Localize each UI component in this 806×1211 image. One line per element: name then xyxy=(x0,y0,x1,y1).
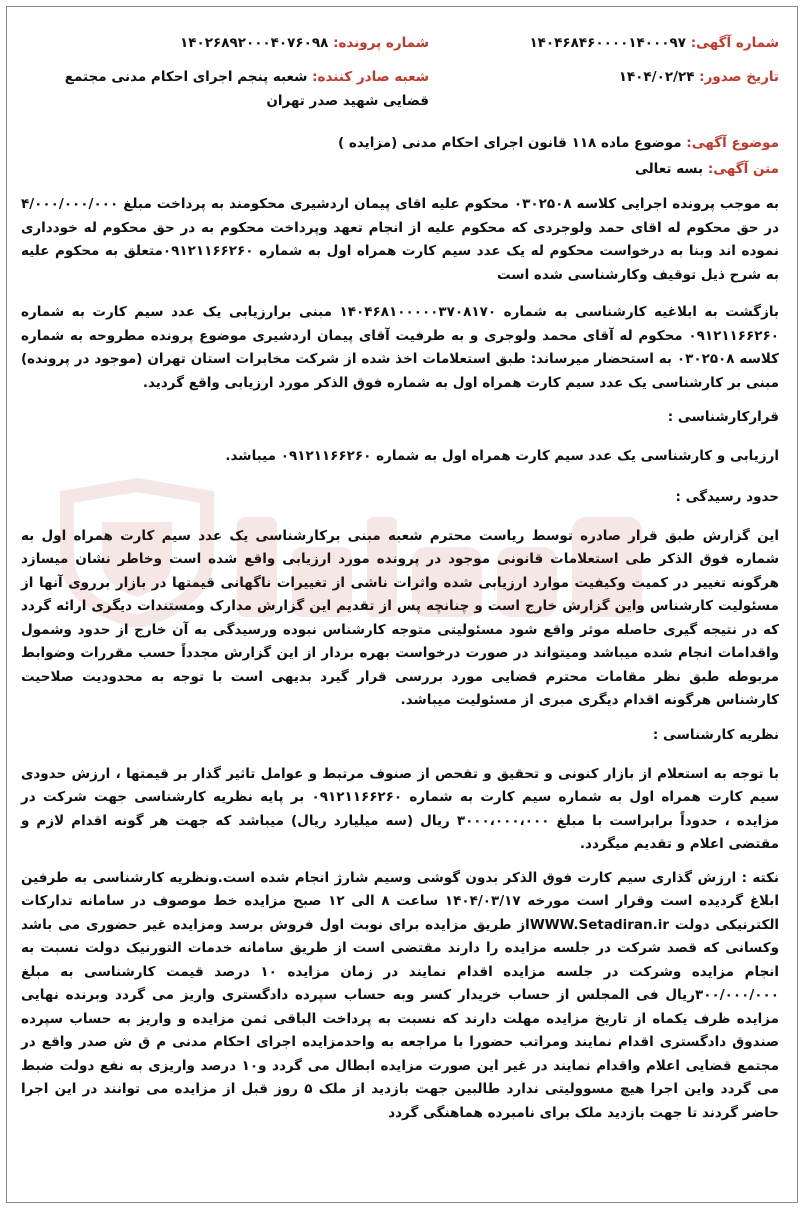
paragraph-expert-opinion: با توجه به استعلام از بازار کنونی و تحقیق و تفحص از صنوف مرتبط و عوامل تاثیر گذار بر قیمتها ، ارزش حدودی سیم کارت همراه اول به شماره سیم کارت به شماره ۰۹۱۲۱۱۶۶۲۶۰ بر پایه نظریه کارشناسی جهت شرکت در مزایده ، حدوداً برابراست با مبلغ ۳۰۰۰،۰۰۰،۰۰۰ ریال (سه میلیارد ریال) میباشد که جهت هر گونه اقدام لازم و مقتضی اعلام و تقدیم میگردد. xyxy=(21,765,779,852)
notice-number-label: شماره آگهی: xyxy=(690,35,779,51)
paragraph-case-summary: به موجب پرونده اجرایی کلاسه ۰۳۰۲۵۰۸ محکوم علیه اقای پیمان اردشیری محکومند به پرداخت مبلغ ۴/۰۰۰/۰۰۰/۰۰۰ در حق محکوم له اقای حمد ولوجردی که محکوم علیه از انجام تعهد وپرداخت محکوم به در حق محکوم له خودداری نموده اند وبنا به درخواست محکوم له یک عدد سیم کارت همراه اول به شماره ۰۹۱۲۱۱۶۶۲۶۰متعلق به محکوم علیه به شرح ذیل توقیف وکارشناسی شده است xyxy=(21,196,780,283)
subject-line xyxy=(21,135,779,151)
notice-number xyxy=(529,35,779,51)
issue-date-label: تاریخ صدور: xyxy=(699,69,779,85)
issue-date xyxy=(619,69,779,85)
header-row-2 xyxy=(21,65,779,113)
issuer-value: شعبه پنجم اجرای احکام مدنی مجتمع قضایی شهید صدر تهران xyxy=(64,69,429,109)
header-row-1 xyxy=(21,35,779,51)
paragraph-scope: این گزارش طبق قرار صادره توسط ریاست محترم شعبه مبنی برکارشناسی یک عدد سیم کارت همراه اول به شماره فوق الذکر طی استعلامات قانونی موجود در پرونده مورد ارزیابی واقع شده است وخاطر نشان میسازد هرگونه تغییر در کمیت وکیفیت موارد ارزیابی شده واثرات ناشی از تغییرات ناگهانی قیمتها در بازار برروی آنها از مسئولیت کارشناس واین گزارش خارج است و چنانچه پس از تقدیم این گزارش مدارک ومستندات دیگری ارائه گردد که در نتیجه گیری حاصله موثر واقع شود مسئولیتی متوجه کارشناس نبوده ورسیدگی به آن خارج از حدود وشمول واقدامات انجام شده میباشد ومیتواند در صورت درخواست بهره بردار از این گزارش مجدداً حسب مقررات وضوابط مربوطه طبق نظر مقامات محترم قضایی مورد بررسی قرار گیرد بدیهی است با توجه به محدودیت صلاحیت کارشناس هرگونه اقدام دیگری مبری از مسئولیت میباشد. xyxy=(21,527,779,708)
paragraph-auction-note xyxy=(21,867,779,1126)
auction-note-suffix: از طریق مزایده برای نوبت اول فروش برسد ومزایده غیر حضوری می باشد وکسانی که قصد شرکت در جلسه مزایده را دارند مقتضی است از طریق سامانه خدمات التورنیک دولت نسبت به انجام مزایده وشرکت در جلسه مزایده اقدام نمایند در زمان مزایده ۱۰ درصد قیمت کارشناسی به مبلغ ۳۰۰/۰۰۰/۰۰۰ریال فی المجلس از حساب خریدار کسر وبه حساب سپرده دادگستری واریز می گردد وبرنده نهایی مزایده ظرف یکماه از تاریخ مزایده مهلت دارند که نسبت به پرداخت الباقی ثمن مزایده و واریز به حساب سپرده صندوق دادگستری اقدام نمایند ومراتب حضورا با مراجعه به واحدمزایده اجرای احکام مدنی م ق ش صدر واقع در مجتمع قضایی اعلام واقدام نمایند در غیر این صورت مزایده ابطال می گردد و۱۰ درصد واریزی به نفع دولت ضبط می گردد واین اجرا هیچ مسوولیتی ندارد طالبین جهت بازدید از ملک ۵ روز قبل از مزایده می توانند در این اجرا حاضر گردند تا جهت بازدید ملک برای نامبرده هماهنگی گردد xyxy=(21,916,779,1121)
paragraph-expert-return: بازگشت به ابلاغیه کارشناسی به شماره ۱۴۰۴۶۸۱۰۰۰۰۰۳۷۰۸۱۷۰ مبنی برارزیابی یک عدد سیم کارت به شماره ۰۹۱۲۱۱۶۶۲۶۰ محکوم له آقای محمد ولوجری و به طرفیت آقای پیمان اردشیری موضوع پرونده مطروحه به شماره کلاسه ۰۳۰۲۵۰۸ به استحضار میرساند: طبق استعلامات اخذ شده از شرکت مخابرات استان تهران (موجود در پرونده) مبنی بر کارشناسی یک عدد سیم کارت همراه اول به شماره فوق الذکر مورد ارزیابی واقع گردید. xyxy=(21,304,779,391)
auction-note-prefix: نکته : ارزش گذاری سیم کارت فوق الذکر بدون گوشی وسیم شارژ انجام شده است.ونظریه کارشناسی به طرفین ابلاغ گردیده است وقرار است مورخه ۱۴۰۴/۰۳/۱۷ ساعت ۸ الی ۱۲ صبح مزایده خط موصوف در سامانه تدارکات الکترنیکی دولت xyxy=(21,869,780,933)
issuer xyxy=(21,65,429,113)
case-number-value: ۱۴۰۲۶۸۹۲۰۰۰۴۰۷۶۰۹۸ xyxy=(180,35,329,51)
section-title-expert-order: قرارکارشناسی : xyxy=(667,409,779,425)
section-title-expert-opinion: نظریه کارشناسی : xyxy=(652,726,779,743)
auction-site-link[interactable]: WWW.Setadiran.ir xyxy=(529,916,670,933)
case-number-label: شماره پرونده: xyxy=(333,35,429,51)
body-title-text: بسه تعالی xyxy=(634,161,704,177)
case-number xyxy=(21,35,429,51)
subject-text: موضوع ماده ۱۱۸ قانون اجرای احکام مدنی (مزایده ) xyxy=(338,135,682,151)
notice-page xyxy=(6,6,798,1203)
issuer-label: شعبه صادر کننده: xyxy=(312,69,429,85)
body-title xyxy=(21,161,779,177)
notice-number-value: ۱۴۰۴۶۸۴۶۰۰۰۰۱۴۰۰۰۹۷ xyxy=(529,35,686,51)
issue-date-value: ۱۴۰۴/۰۲/۲۴ xyxy=(618,69,695,85)
body-title-label: متن آگهی: xyxy=(707,161,779,177)
subject-label: موضوع آگهی: xyxy=(686,135,779,151)
paragraph-expert-order: ارزیابی و کارشناسی یک عدد سیم کارت همراه اول به شماره ۰۹۱۲۱۱۶۶۲۶۰ میباشد. xyxy=(225,448,779,464)
section-title-scope: حدود رسیدگی : xyxy=(675,488,779,505)
